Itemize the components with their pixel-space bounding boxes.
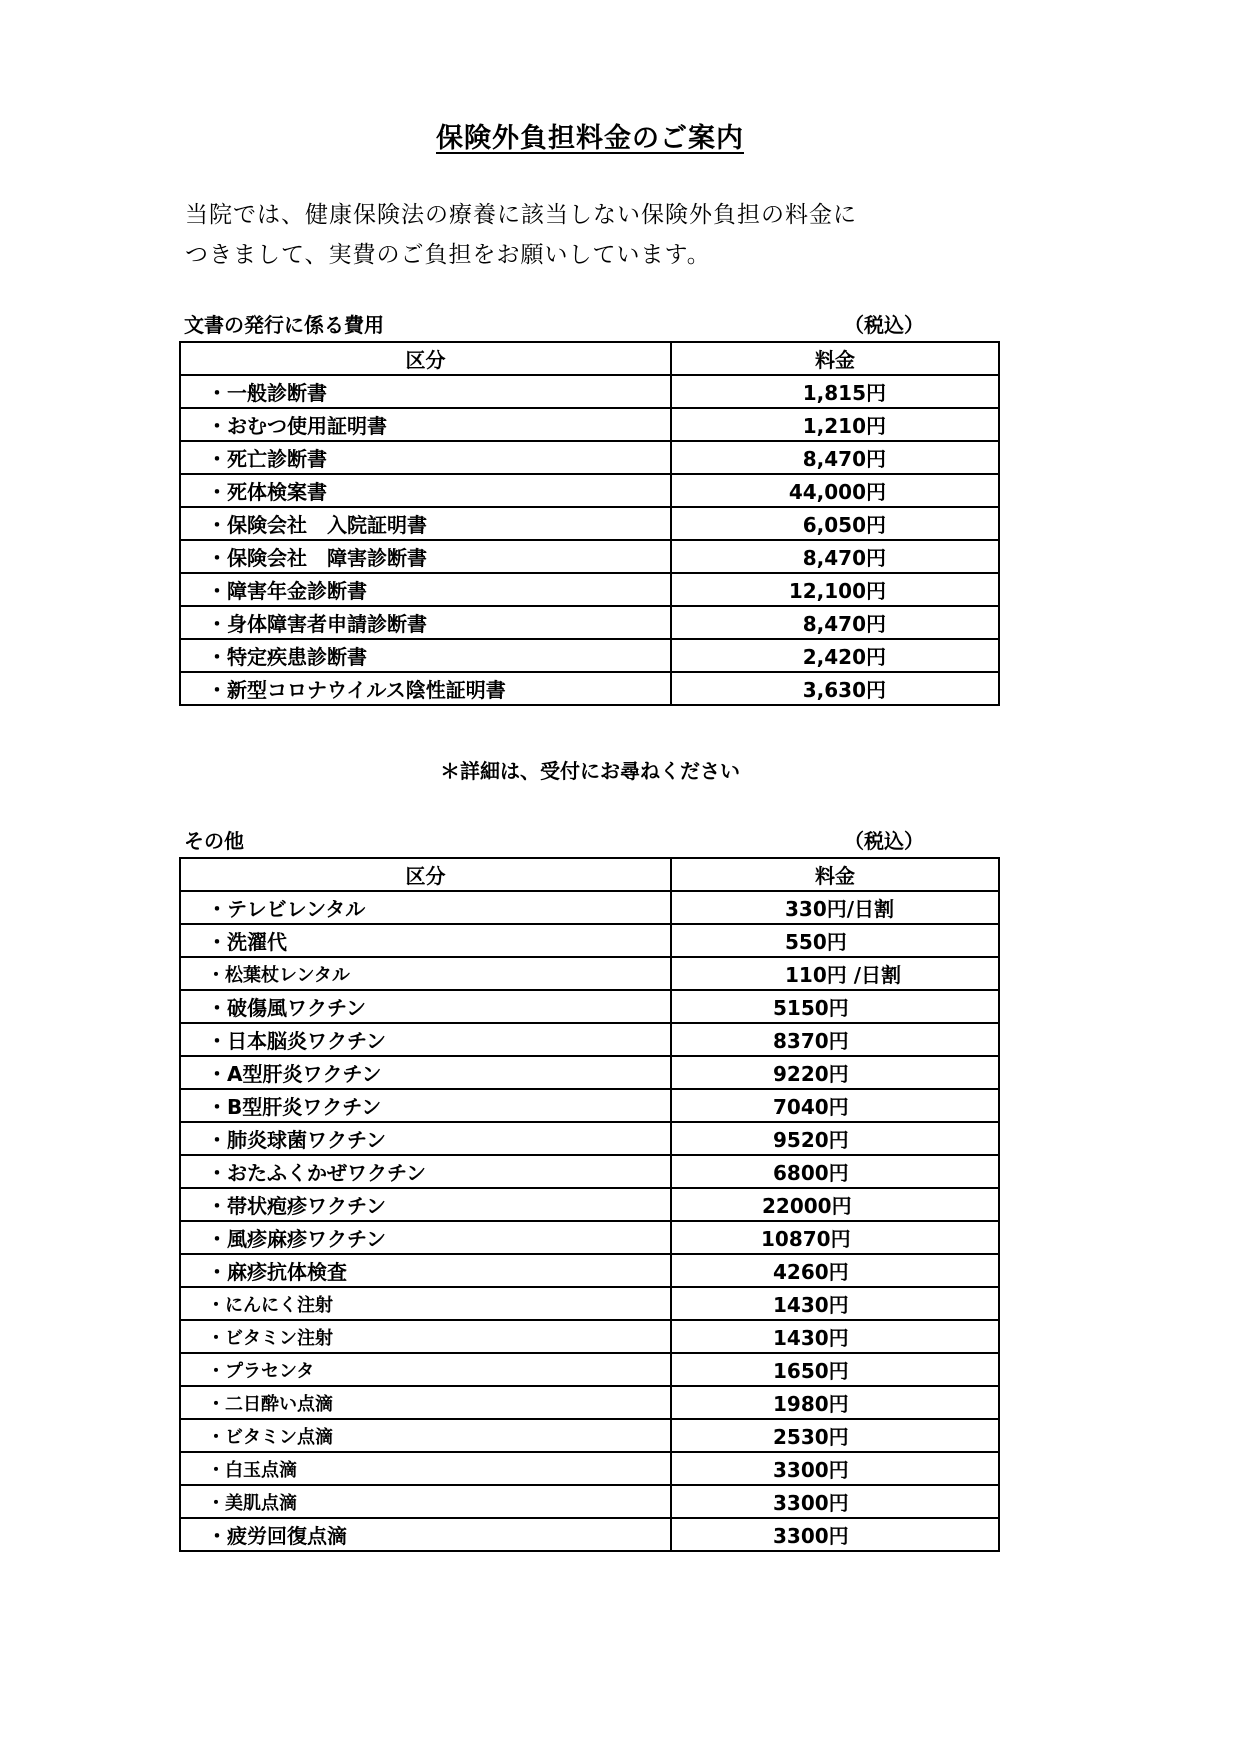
table-row <box>180 573 999 606</box>
item-name: ・身体障害者申請診断書 <box>180 606 671 639</box>
item-price: 1,815円 <box>671 375 999 408</box>
intro-line-1: 当院では、健康保険法の療養に該当しない保険外負担の料金に <box>185 202 857 228</box>
item-price: 110円 /日割 <box>671 957 999 990</box>
item-name: ・破傷風ワクチン <box>180 990 671 1023</box>
tax-included-label: （税込） <box>844 829 924 853</box>
table-row <box>180 1518 999 1551</box>
item-name: ・ビタミン注射 <box>180 1320 671 1353</box>
intro-paragraph <box>185 195 1085 275</box>
table-row <box>180 1188 999 1221</box>
item-price: 9220円 <box>671 1056 999 1089</box>
item-price: 3300円 <box>671 1452 999 1485</box>
item-name: ・プラセンタ <box>180 1353 671 1386</box>
table-row <box>180 1320 999 1353</box>
item-name: ・特定疾患診断書 <box>180 639 671 672</box>
header-price: 料金 <box>671 342 999 375</box>
table-row <box>180 1386 999 1419</box>
item-name: ・風疹麻疹ワクチン <box>180 1221 671 1254</box>
table-row <box>180 672 999 705</box>
table-row <box>180 1023 999 1056</box>
item-price: 3300円 <box>671 1485 999 1518</box>
item-price: 8,470円 <box>671 441 999 474</box>
table-row <box>180 1485 999 1518</box>
item-price: 1430円 <box>671 1320 999 1353</box>
item-price: 12,100円 <box>671 573 999 606</box>
table-header-row <box>180 858 999 891</box>
item-price: 8370円 <box>671 1023 999 1056</box>
item-price: 8,470円 <box>671 606 999 639</box>
header-price: 料金 <box>671 858 999 891</box>
table-row <box>180 1452 999 1485</box>
table-row <box>180 1122 999 1155</box>
item-name: ・新型コロナウイルス陰性証明書 <box>180 672 671 705</box>
table-row <box>180 1056 999 1089</box>
item-name: ・A型肝炎ワクチン <box>180 1056 671 1089</box>
table-row <box>180 990 999 1023</box>
table-row <box>180 474 999 507</box>
item-name: ・保険会社 障害診断書 <box>180 540 671 573</box>
table-row <box>180 957 999 990</box>
item-name: ・おたふくかぜワクチン <box>180 1155 671 1188</box>
header-category: 区分 <box>180 858 671 891</box>
item-price: 1,210円 <box>671 408 999 441</box>
item-name: ・麻疹抗体検査 <box>180 1254 671 1287</box>
item-name: ・死体検案書 <box>180 474 671 507</box>
tax-included-label: （税込） <box>844 313 924 337</box>
section-label-other: その他 <box>184 829 244 853</box>
item-price: 44,000円 <box>671 474 999 507</box>
item-price: 550円 <box>671 924 999 957</box>
item-name: ・死亡診断書 <box>180 441 671 474</box>
item-price: 22000円 <box>671 1188 999 1221</box>
item-price: 3,630円 <box>671 672 999 705</box>
item-name: ・保険会社 入院証明書 <box>180 507 671 540</box>
item-name: ・松葉杖レンタル <box>180 957 671 990</box>
item-name: ・疲労回復点滴 <box>180 1518 671 1551</box>
item-price: 2,420円 <box>671 639 999 672</box>
table-row <box>180 1221 999 1254</box>
table-row <box>180 606 999 639</box>
item-price: 8,470円 <box>671 540 999 573</box>
item-name: ・二日酔い点滴 <box>180 1386 671 1419</box>
table-row <box>180 1287 999 1320</box>
other-fee-table <box>179 857 1000 1552</box>
item-name: ・障害年金診断書 <box>180 573 671 606</box>
item-name: ・洗濯代 <box>180 924 671 957</box>
table-row <box>180 1419 999 1452</box>
item-price: 5150円 <box>671 990 999 1023</box>
item-price: 1650円 <box>671 1353 999 1386</box>
section-label-documents: 文書の発行に係る費用 <box>184 313 384 337</box>
document-fee-table <box>179 341 1000 706</box>
table-row <box>180 375 999 408</box>
item-price: 4260円 <box>671 1254 999 1287</box>
item-price: 330円/日割 <box>671 891 999 924</box>
item-name: ・B型肝炎ワクチン <box>180 1089 671 1122</box>
item-name: ・にんにく注射 <box>180 1287 671 1320</box>
item-price: 7040円 <box>671 1089 999 1122</box>
details-note: ＊詳細は、受付にお尋ねください <box>440 759 740 783</box>
intro-line-2: つきまして、実費のご負担をお願いしています。 <box>185 242 711 268</box>
table-row <box>180 639 999 672</box>
table-row <box>180 924 999 957</box>
item-name: ・ビタミン点滴 <box>180 1419 671 1452</box>
item-price: 9520円 <box>671 1122 999 1155</box>
item-price: 1430円 <box>671 1287 999 1320</box>
header-category: 区分 <box>180 342 671 375</box>
table-row <box>180 891 999 924</box>
item-price: 6,050円 <box>671 507 999 540</box>
item-price: 3300円 <box>671 1518 999 1551</box>
table-row <box>180 1254 999 1287</box>
item-name: ・テレビレンタル <box>180 891 671 924</box>
item-name: ・白玉点滴 <box>180 1452 671 1485</box>
table-row <box>180 1353 999 1386</box>
item-price: 10870円 <box>671 1221 999 1254</box>
item-name: ・帯状疱疹ワクチン <box>180 1188 671 1221</box>
page-title: 保険外負担料金のご案内 <box>436 123 744 154</box>
item-name: ・一般診断書 <box>180 375 671 408</box>
item-name: ・おむつ使用証明書 <box>180 408 671 441</box>
item-price: 2530円 <box>671 1419 999 1452</box>
table-row <box>180 1155 999 1188</box>
item-name: ・美肌点滴 <box>180 1485 671 1518</box>
table-row <box>180 540 999 573</box>
item-price: 6800円 <box>671 1155 999 1188</box>
item-name: ・日本脳炎ワクチン <box>180 1023 671 1056</box>
table-row <box>180 441 999 474</box>
table-row <box>180 408 999 441</box>
table-row <box>180 507 999 540</box>
item-price: 1980円 <box>671 1386 999 1419</box>
table-header-row <box>180 342 999 375</box>
table-row <box>180 1089 999 1122</box>
item-name: ・肺炎球菌ワクチン <box>180 1122 671 1155</box>
